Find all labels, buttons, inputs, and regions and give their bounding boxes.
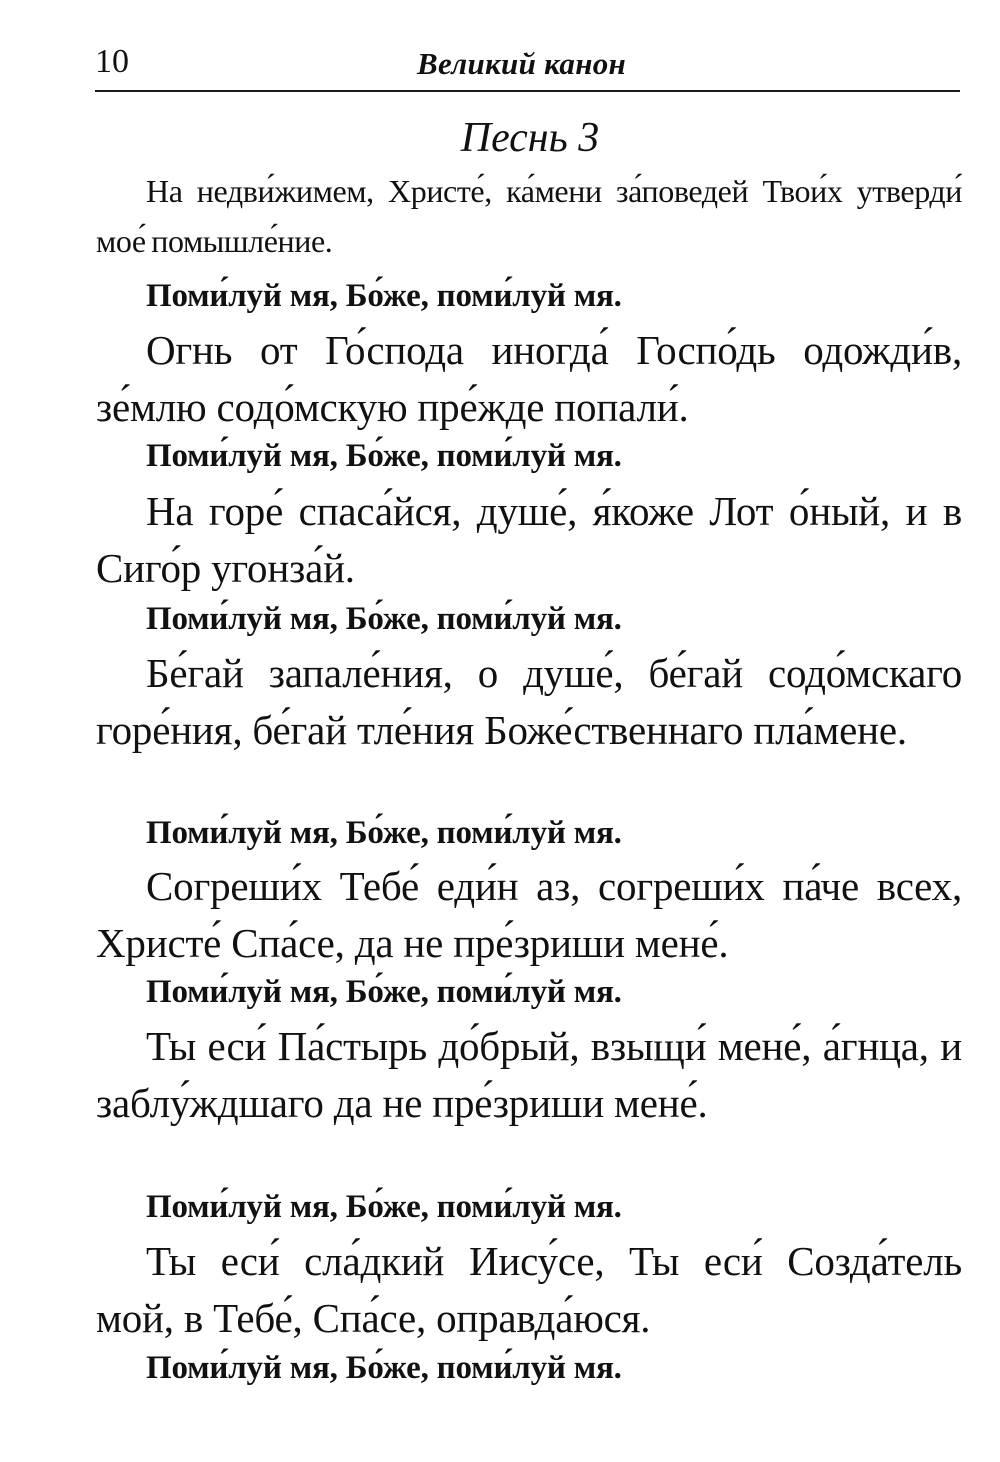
running-header [95, 38, 960, 92]
refrain-text: Поми́луй мя, Бо́же, поми́луй мя. [146, 1350, 622, 1386]
stanza-text: Ты еси́ сла́дкий Иису́се, Ты еси́ Созда́тель мой, в Тебе́, Спа́се, оправда́юся. [96, 1238, 962, 1341]
stanza-text: Согреши́х Тебе́ еди́н аз, согреши́х па́че всех, Христе́ Спа́се, да не пре́зриши мене́. [96, 863, 962, 966]
refrain-text: Поми́луй мя, Бо́же, поми́луй мя. [146, 974, 622, 1010]
refrain-text: Поми́луй мя, Бо́же, поми́луй мя. [146, 1189, 622, 1225]
page-number: 10 [95, 43, 129, 80]
refrain-text: Поми́луй мя, Бо́же, поми́луй мя. [146, 815, 622, 851]
refrain-text: Поми́луй мя, Бо́же, поми́луй мя. [146, 601, 622, 637]
stanza-text: На горе́ спаса́йся, душе́, я́коже Лот о́ный, и в Сиго́р угонза́й. [96, 488, 962, 591]
section-heading: Песнь 3 [460, 115, 600, 161]
running-title: Великий канон [417, 46, 627, 81]
stanza-text: Огнь от Го́спода иногда́ Госпо́дь одожди́в, зе́млю содо́мскую пре́жде попали́. [96, 327, 962, 430]
stanza-text: На недви́жимем, Христе́, ка́мени за́поведей Твои́х утверди́ мое́ помышле́ние. [96, 173, 962, 259]
stanza-text: Ты еси́ Па́стырь до́брый, взыщи́ мене́, а́гнца, и заблу́ждшаго да не пре́зриши мене́. [96, 1023, 962, 1126]
refrain-text: Поми́луй мя, Бо́же, поми́луй мя. [146, 438, 622, 474]
stanza-text: Бе́гай запале́ния, о душе́, бе́гай содо́мскаго горе́ния, бе́гай тле́ния Боже́ственнаго пла́мене. [96, 650, 962, 753]
refrain-text: Поми́луй мя, Бо́же, поми́луй мя. [146, 278, 622, 314]
